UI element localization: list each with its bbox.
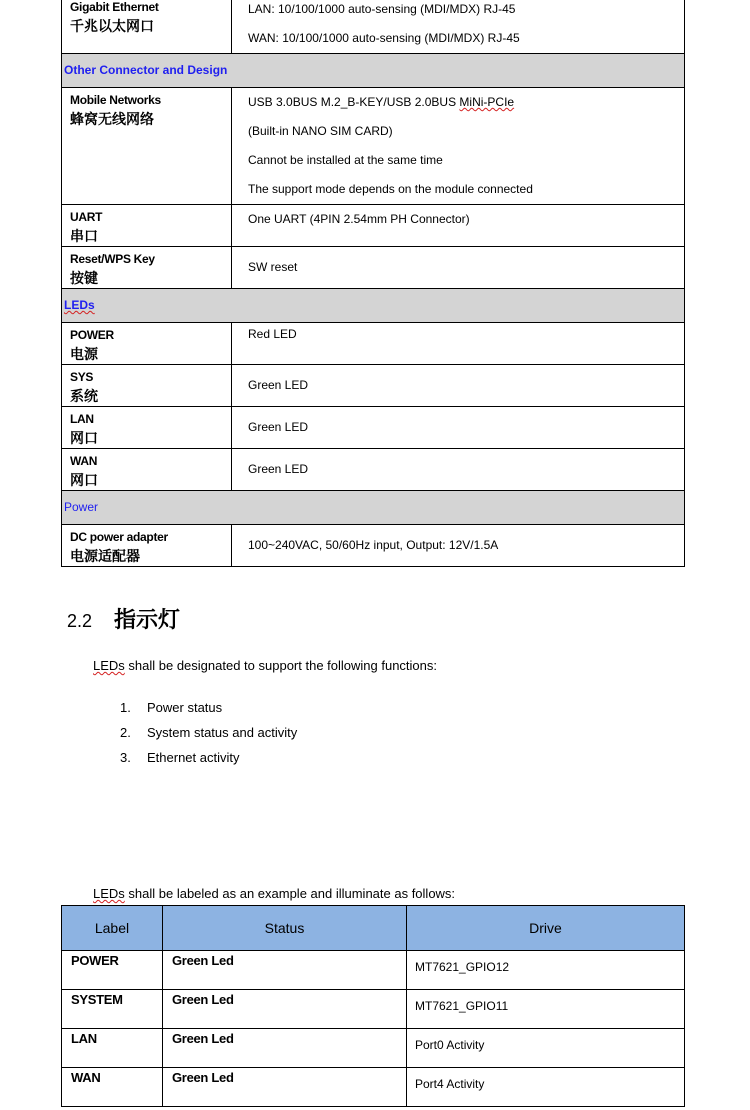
spec-value: Green LED [248,420,309,434]
spec-value: USB 3.0BUS M.2_B-KEY/USB 2.0BUS [248,95,460,109]
cell-label: WAN [62,1068,163,1107]
column-header: Label [62,906,163,951]
spec-row-dc-adapter [62,525,685,567]
spec-value: The support mode depends on the module connected [248,182,533,196]
spec-row-gigabit [62,0,685,54]
intro-wavy-word: LEDs [93,658,125,673]
cell-status: Green Led [163,990,407,1029]
list-item: 1. Power status [120,700,223,715]
row-label-cn: 蜂窝无线网络 [70,111,154,127]
spec-row-sys-led [62,365,685,407]
row-label-en: DC power adapter [70,530,168,544]
spec-value: SW reset [248,260,298,274]
heading-number: 2.2 [67,611,93,631]
spec-row-reset [62,247,685,289]
row-label-cn: 网口 [70,430,98,446]
section-header-connector: Other Connector and Design [62,54,685,88]
table-row [62,1068,685,1107]
label-intro-paragraph [93,886,455,901]
column-header: Drive [407,906,685,951]
row-label-cn: 电源适配器 [70,548,140,564]
cell-label: LAN [62,1029,163,1068]
cell-label: POWER [62,951,163,990]
cell-drive: Port0 Activity [407,1029,685,1068]
cell-drive: Port4 Activity [407,1068,685,1107]
row-label-en: WAN [70,454,98,468]
spec-row-mobile [62,88,685,205]
list-item: 2. System status and activity [120,725,298,740]
label-intro-text: shall be labeled as an example and illuminate as follows: [124,886,456,901]
list-item: 3. Ethernet activity [120,750,240,765]
spec-row-lan-led [62,407,685,449]
row-label-cn: 系统 [70,388,98,404]
cell-status: Green Led [163,1029,407,1068]
table-row [62,1029,685,1068]
section-heading [67,603,180,634]
cell-drive: MT7621_GPIO11 [407,990,685,1029]
row-label-cn: 网口 [70,472,98,488]
row-label-en: LAN [70,412,94,426]
cell-drive: MT7621_GPIO12 [407,951,685,990]
spec-row-power-led [62,323,685,365]
spec-value: 100~240VAC, 50/60Hz input, Output: 12V/1.5A [248,538,499,552]
heading-title: 指示灯 [114,607,181,632]
cell-status: Green Led [163,1068,407,1107]
column-header: Status [163,906,407,951]
spec-value: Red LED [248,327,297,341]
section-title: LEDs [64,298,95,312]
spec-value: Green LED [248,462,309,476]
section-header-leds [62,289,685,323]
spec-value-wavy: MiNi-PCIe [459,95,515,109]
spec-row-wan-led [62,449,685,491]
row-label-en: SYS [70,370,94,384]
spec-value: Cannot be installed at the same time [248,153,443,167]
row-label-cn: 串口 [70,228,98,244]
spec-value: One UART (4PIN 2.54mm PH Connector) [248,212,470,226]
label-intro-wavy-word: LEDs [93,886,125,901]
section-header-power: Power [62,491,685,525]
spec-value: WAN: 10/100/1000 auto-sensing (MDI/MDX) RJ-45 [248,31,520,45]
row-label-en: UART [70,210,103,224]
intro-paragraph [93,658,437,673]
row-label-cn: 按键 [70,270,98,286]
row-label-en: Mobile Networks [70,93,161,107]
led-label-table [61,905,685,1107]
functions-list [120,699,297,774]
cell-status: Green Led [163,951,407,990]
row-label-en: Reset/WPS Key [70,252,155,266]
row-label-cn: 电源 [70,346,98,362]
row-label-cn: 千兆以太网口 [70,18,154,34]
table-row [62,990,685,1029]
table-row [62,951,685,990]
row-label-en: POWER [70,328,114,342]
intro-text: shall be designated to support the following functions: [124,658,437,673]
spec-row-uart [62,205,685,247]
spec-value: LAN: 10/100/1000 auto-sensing (MDI/MDX) RJ-45 [248,2,516,16]
row-label-en: Gigabit Ethernet [70,0,159,14]
table-header-row [62,906,685,951]
spec-value: Green LED [248,378,309,392]
cell-label: SYSTEM [62,990,163,1029]
spec-value: (Built-in NANO SIM CARD) [248,124,393,138]
spec-table [61,0,685,567]
